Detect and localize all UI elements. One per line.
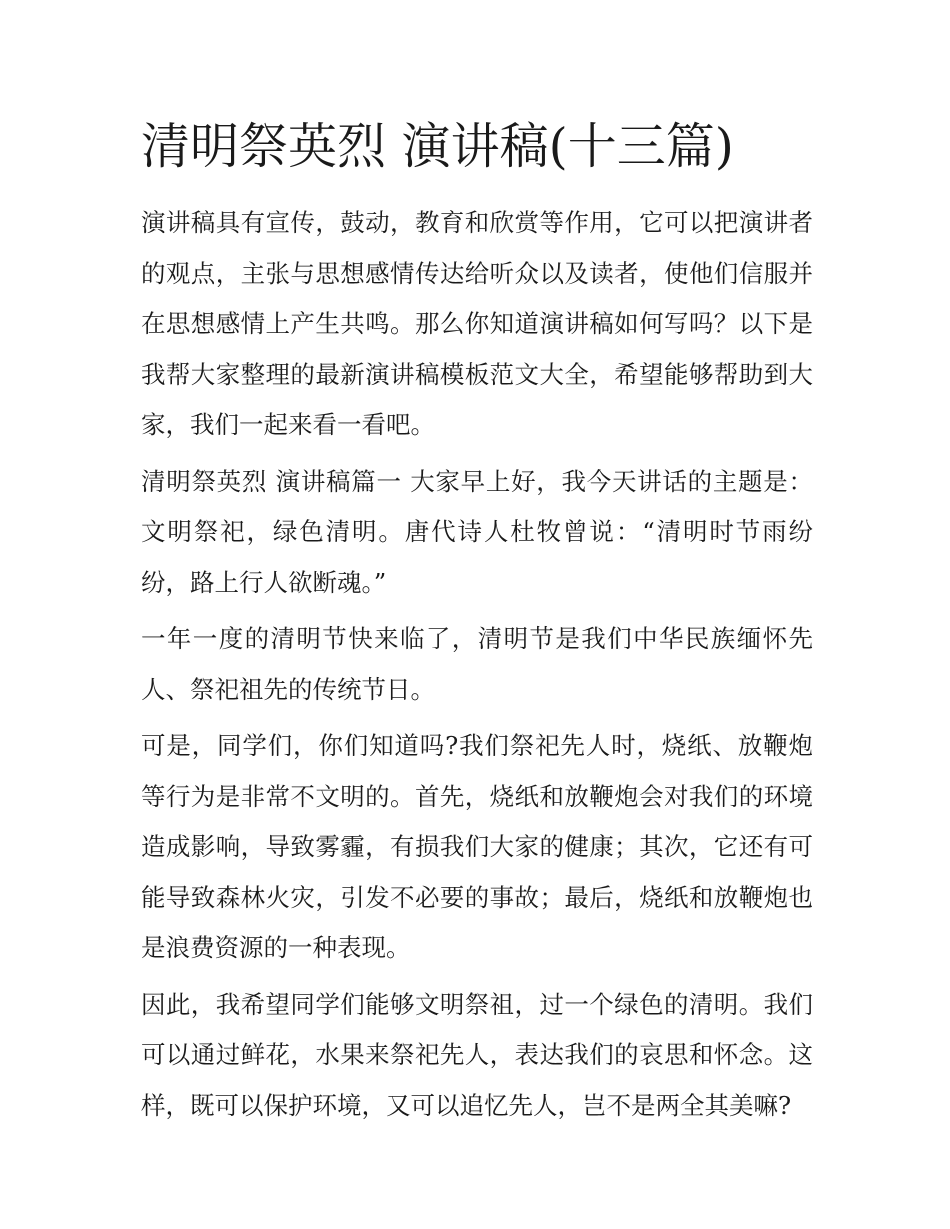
- document-body: [141, 112, 813, 1131]
- document-title: 清明祭英烈 演讲稿(十三篇): [141, 118, 734, 175]
- paragraph-intro: 演讲稿具有宣传，鼓动，教育和欣赏等作用，它可以把演讲者的观点，主张与思想感情传达给听众以及读者，使他们信服并在思想感情上产生共鸣。那么你知道演讲稿如何写吗？以下是我帮大家整理的最新演讲稿模板范文大全，希望能够帮助到大家，我们一起来看一看吧。: [141, 208, 813, 439]
- paragraph-qingming-festival: 一年一度的清明节快来临了，清明节是我们中华民族缅怀先人、祭祀祖先的传统节日。: [141, 624, 813, 704]
- paragraph-speech-opening: 清明祭英烈 演讲稿篇一 大家早上好，我今天讲话的主题是：文明祭祀，绿色清明。唐代诗人杜牧曾说：“清明时节雨纷纷，路上行人欲断魂。”: [141, 466, 813, 597]
- paragraph-uncivilized-behavior: 可是，同学们，你们知道吗?我们祭祀先人时，烧纸、放鞭炮等行为是非常不文明的。首先，烧纸和放鞭炮会对我们的环境造成影响，导致雾霾，有损我们大家的健康；其次，它还有可能导致森林火灾，引发不必要的事故；最后，烧纸和放鞭炮也是浪费资源的一种表现。: [141, 731, 813, 962]
- paragraph-green-qingming: 因此，我希望同学们能够文明祭祖，过一个绿色的清明。我们可以通过鲜花，水果来祭祀先人，表达我们的哀思和怀念。这样，既可以保护环境，又可以追忆先人，岂不是两全其美嘛?: [141, 989, 813, 1120]
